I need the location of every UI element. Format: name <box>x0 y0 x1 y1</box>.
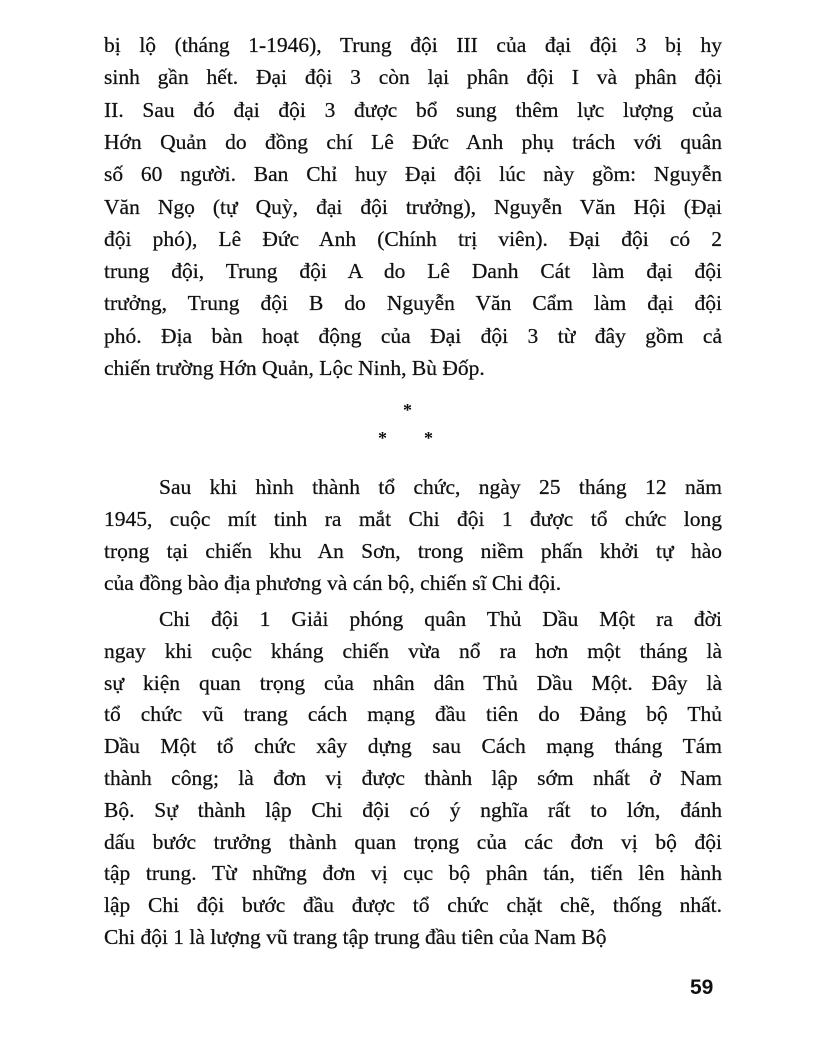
page-number: 59 <box>690 976 714 999</box>
separator-asterisk: * <box>403 400 412 420</box>
text-line: sinh gần hết. Đại đội 3 còn lại phân đội I và phân đội <box>104 65 722 90</box>
text-line: số 60 người. Ban Chỉ huy Đại đội lúc này gồm: Nguyễn <box>104 162 722 187</box>
text-line: ngay khi cuộc kháng chiến vừa nổ ra hơn một tháng là <box>104 638 722 663</box>
text-line: Sau khi hình thành tổ chức, ngày 25 tháng 12 năm <box>159 475 722 499</box>
text-line: dấu bước trưởng thành quan trọng của các đơn vị bộ đội <box>104 829 722 854</box>
text-line: Văn Ngọ (tự Quỳ, đại đội trưởng), Nguyễn Văn Hội (Đại <box>104 194 722 219</box>
text-line: tổ chức vũ trang cách mạng đầu tiên do Đảng bộ Thủ <box>104 702 722 727</box>
text-line: thành công; là đơn vị được thành lập sớm nhất ở Nam <box>104 766 722 790</box>
text-line: Chi đội 1 Giải phóng quân Thủ Dầu Một ra đời <box>159 607 722 631</box>
text-line: sự kiện quan trọng của nhân dân Thủ Dầu Một. Đây là <box>104 670 722 695</box>
text-line: Dầu Một tổ chức xây dựng sau Cách mạng tháng Tám <box>104 734 722 759</box>
text-line: trưởng, Trung đội B do Nguyễn Văn Cẩm làm đại đội <box>104 291 722 316</box>
text-line: phó. Địa bàn hoạt động của Đại đội 3 từ đây gồm cả <box>104 323 722 348</box>
text-line: trung đội, Trung đội A do Lê Danh Cát làm đại đội <box>104 259 722 284</box>
text-line: trọng tại chiến khu An Sơn, trong niềm phấn khởi tự hào <box>104 539 722 563</box>
text-line: tập trung. Từ những đơn vị cục bộ phân tán, tiến lên hành <box>104 861 722 886</box>
text-line: của đồng bào địa phương và cán bộ, chiến sĩ Chi đội. <box>104 571 562 595</box>
text-line: đội phó), Lê Đức Anh (Chính trị viên). Đại đội có 2 <box>104 226 722 251</box>
text-line: 1945, cuộc mít tinh ra mắt Chi đội 1 được tổ chức long <box>104 507 722 531</box>
separator-asterisk: * <box>378 428 387 448</box>
text-line: Hớn Quản do đồng chí Lê Đức Anh phụ trách với quân <box>104 129 722 154</box>
separator-asterisk: * <box>424 428 433 448</box>
text-line: II. Sau đó đại đội 3 được bổ sung thêm lực lượng của <box>104 97 722 122</box>
text-line: Bộ. Sự thành lập Chi đội có ý nghĩa rất to lớn, đánh <box>104 797 722 822</box>
text-line: Chi đội 1 là lượng vũ trang tập trung đầu tiên của Nam Bộ <box>104 925 607 949</box>
text-line: lập Chi đội bước đầu được tổ chức chặt chẽ, thống nhất. <box>104 893 722 918</box>
text-line: bị lộ (tháng 1-1946), Trung đội III của đại đội 3 bị hy <box>104 33 722 57</box>
text-line: chiến trường Hớn Quản, Lộc Ninh, Bù Đốp. <box>104 356 485 380</box>
